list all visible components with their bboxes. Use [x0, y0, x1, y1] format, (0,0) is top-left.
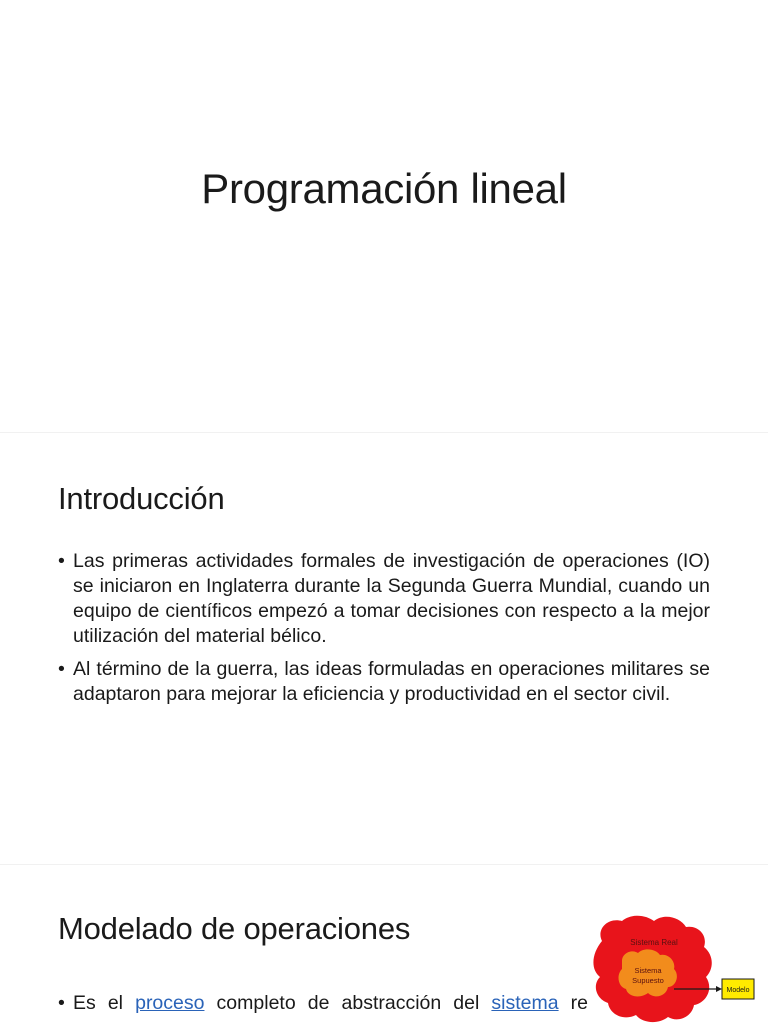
assumed-system-label-1: Sistema — [634, 966, 662, 975]
proceso-link[interactable]: proceso — [135, 992, 205, 1014]
real-system-label: Sistema Real — [630, 938, 678, 947]
slide-title: Programación lineal — [201, 165, 567, 212]
intro-heading: Introducción — [58, 481, 225, 516]
arrow-head-icon — [716, 986, 722, 992]
title-slide — [0, 0, 768, 432]
bullet-item — [58, 991, 588, 1016]
system-model-diagram — [588, 911, 758, 1025]
bullet-text-suffix: re — [570, 992, 589, 1014]
sistema-link[interactable]: sistema — [491, 992, 559, 1014]
modeling-heading: Modelado de operaciones — [58, 911, 411, 946]
modeling-bullet-list — [58, 991, 588, 1024]
intro-bullet-list — [58, 549, 710, 715]
intro-slide — [0, 432, 768, 865]
modeling-slide — [0, 864, 768, 1025]
model-label: Modelo — [726, 987, 750, 994]
assumed-system-label-2: Supuesto — [632, 976, 664, 985]
bullet-text-prefix: Es el — [73, 992, 124, 1014]
bullet-text-middle: completo de abstracción del — [216, 992, 480, 1014]
bullet-item: • Al término de la guerra, las ideas formuladas en operaciones militares se adaptaron para mejorar la eficiencia y productividad en el sector civil. — [58, 657, 710, 707]
bullet-item: • Las primeras actividades formales de investigación de operaciones (IO) se iniciaron en Inglaterra durante la Segunda Guerra Mundial, cuando un equipo de científicos empezó a tomar decisiones con respecto a la mejor utilización del material bélico. — [58, 549, 710, 649]
